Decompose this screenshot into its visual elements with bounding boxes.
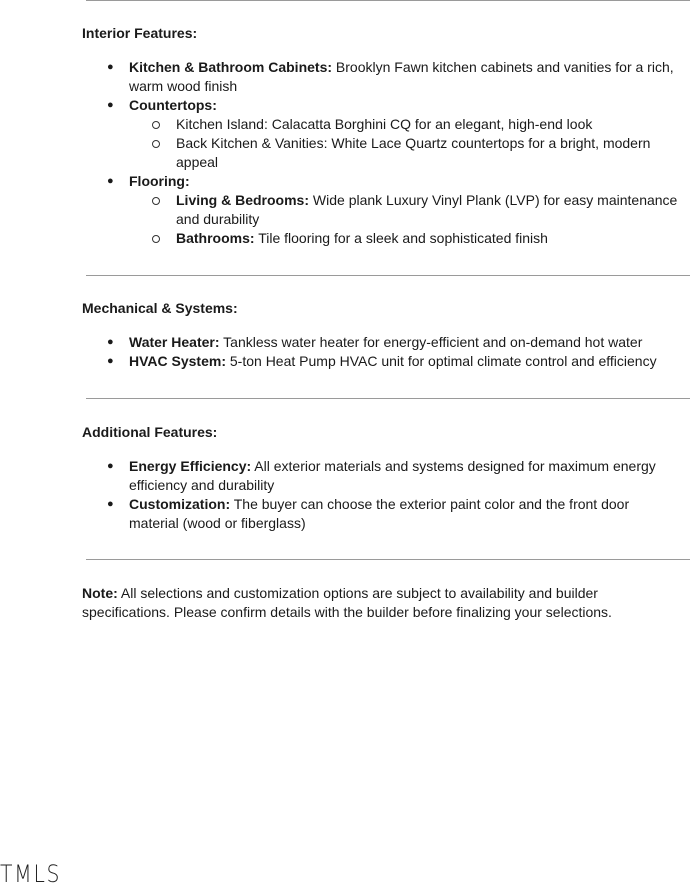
bathrooms-label: Bathrooms: — [176, 230, 255, 246]
water-heater-item — [129, 333, 642, 352]
note-label: Note: — [82, 585, 118, 601]
energy-label: Energy Efficiency: — [129, 458, 252, 474]
living-item-cont: and durability — [176, 211, 260, 227]
customization-item-cont: material (wood or fiberglass) — [129, 515, 306, 531]
water-heater-label: Water Heater: — [129, 334, 220, 350]
customization-item — [129, 495, 629, 514]
energy-text: All exterior materials and systems designed for maximum energy — [254, 458, 656, 474]
bullet-dot: ● — [107, 336, 114, 348]
bullet-dot: ● — [107, 99, 114, 111]
hvac-label: HVAC System: — [129, 353, 226, 369]
living-item — [176, 191, 677, 210]
tmls-watermark-logo: TMLS — [0, 860, 62, 888]
interior-heading: Interior Features: — [82, 25, 198, 41]
living-label: Living & Bedrooms: — [176, 192, 310, 208]
note-paragraph-cont: specifications. Please confirm details with the builder before finalizing your selections. — [82, 604, 612, 620]
sub-bullet-circle — [152, 235, 160, 243]
bullet-dot: ● — [107, 175, 114, 187]
energy-item — [129, 457, 656, 476]
note-paragraph — [82, 584, 598, 603]
bathrooms-text: Tile flooring for a sleek and sophisticated finish — [258, 230, 548, 246]
divider — [86, 275, 690, 276]
island-item: Kitchen Island: Calacatta Borghini CQ for an elegant, high-end look — [176, 116, 593, 132]
mechanical-heading: Mechanical & Systems: — [82, 300, 238, 316]
energy-item-cont: efficiency and durability — [129, 477, 275, 493]
living-text: Wide plank Luxury Vinyl Plank (LVP) for easy maintenance — [312, 192, 678, 208]
divider — [86, 398, 690, 399]
flooring-label: Flooring: — [129, 173, 190, 189]
sub-bullet-circle — [152, 121, 160, 129]
customization-text: The buyer can choose the exterior paint color and the front door — [233, 496, 630, 512]
cabinets-item — [129, 58, 674, 77]
back-kitchen-item: Back Kitchen & Vanities: White Lace Quartz countertops for a bright, modern — [176, 135, 651, 151]
bullet-dot: ● — [107, 355, 114, 367]
hvac-text: 5-ton Heat Pump HVAC unit for optimal climate control and efficiency — [229, 353, 657, 369]
countertops-label: Countertops: — [129, 97, 217, 113]
note-text: All selections and customization options are subject to availability and builder — [120, 585, 598, 601]
water-heater-text: Tankless water heater for energy-efficient and on-demand hot water — [223, 334, 643, 350]
sub-bullet-circle — [152, 140, 160, 148]
divider — [86, 559, 690, 560]
back-kitchen-item-cont: appeal — [176, 154, 219, 170]
bullet-dot: ● — [107, 498, 114, 510]
customization-label: Customization: — [129, 496, 231, 512]
bullet-dot: ● — [107, 460, 114, 472]
cabinets-label: Kitchen & Bathroom Cabinets: — [129, 59, 333, 75]
bathrooms-item — [176, 229, 548, 248]
sub-bullet-circle — [152, 197, 160, 205]
bullet-dot: ● — [107, 61, 114, 73]
hvac-item — [129, 352, 657, 371]
cabinets-item-cont: warm wood finish — [129, 78, 238, 94]
additional-heading: Additional Features: — [82, 424, 218, 440]
cabinets-text: Brooklyn Fawn kitchen cabinets and vanities for a rich, — [335, 59, 674, 75]
divider-top — [86, 0, 690, 1]
